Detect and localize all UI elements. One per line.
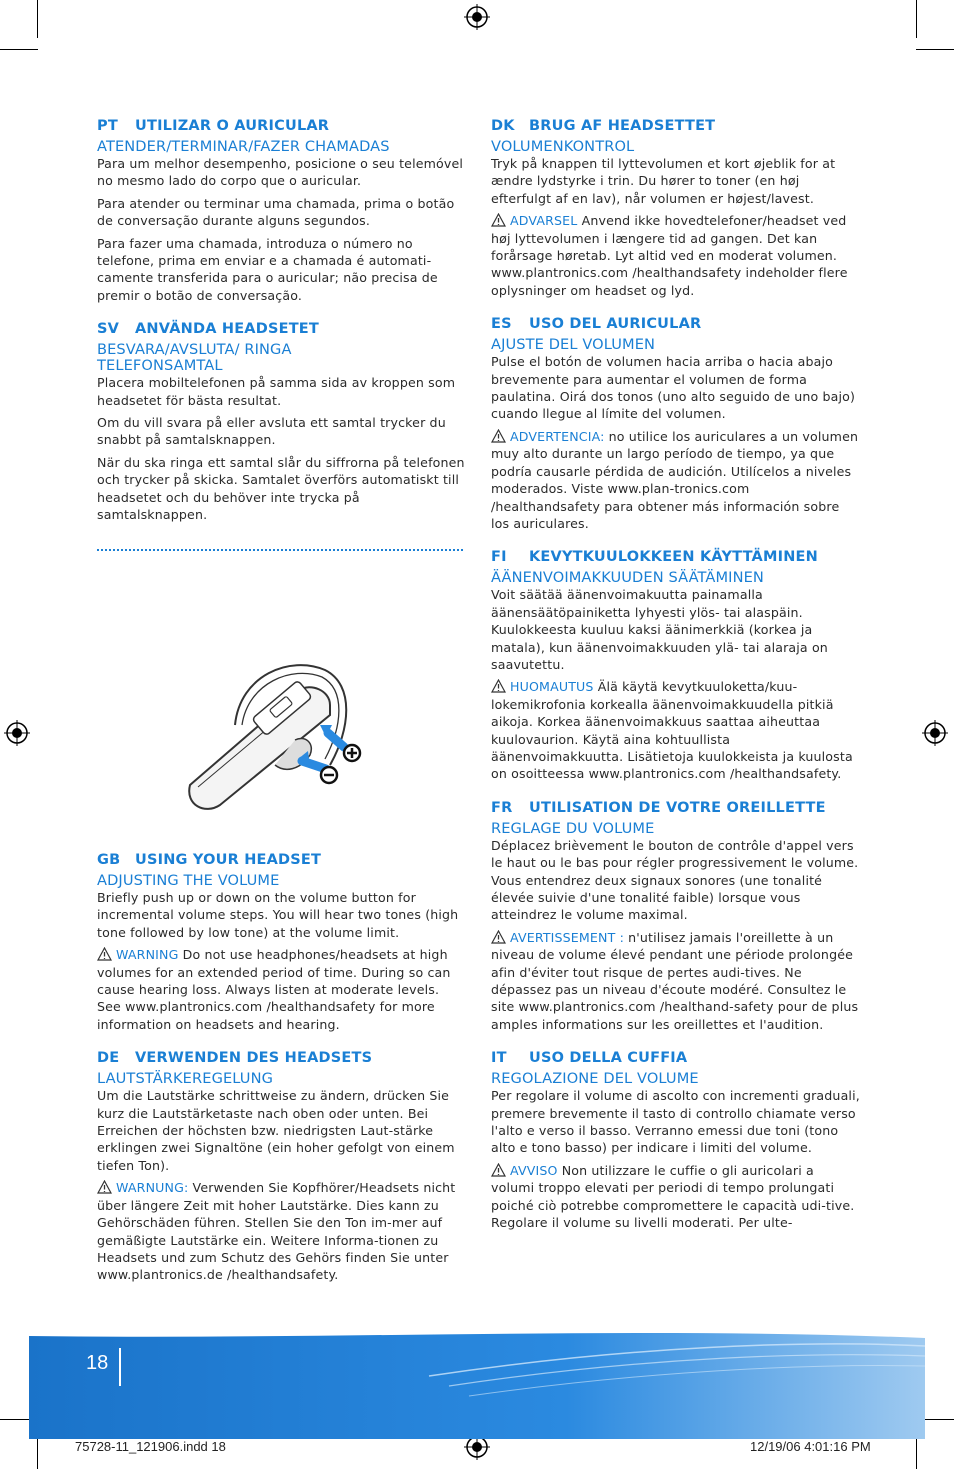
warning-paragraph: AVERTISSEMENT : n'utilisez jamais l'oreillette à un niveau de volume élevé pendant une période prolongée afin d'éviter tout risque de pertes audi-tives. Ne dépassez pas un niveau d'écoute modéré. Consultez le site www.plantronics.com /healthand-safety pour de plus amples informations sur les oreillettes et l'audition.	[491, 929, 859, 1032]
warning-paragraph: HUOMAUTUS Älä käytä kevytkuuloketta/kuu-lokemikrofonia korkealla äänenvoimakkuudella pitkiä aikoja. Korkea äänenvoimakkuus saattaa aiheuttaa kuulovaurion. Käytä aina kohtuullista äänenvoimakkuutta. Lisätietoja kuulokkeista ja kuulosta on osoitteessa www.plantronics.com /healthandsafety.	[491, 679, 853, 782]
warning-icon	[491, 213, 506, 227]
footer-band	[29, 1326, 925, 1439]
section-sv	[97, 320, 469, 523]
warning-icon	[97, 1180, 112, 1194]
warning-paragraph: ADVARSEL Anvend ikke hovedtelefoner/headset ved høj lyttevolumen i længere tid ad gangen. Det kan forårsage høretab. Lyt altid ved en moderat volumen. www.plantronics.com /healthandsafety indeholder flere oplysninger om headset og lyd.	[491, 213, 848, 298]
section-heading: IT USO DELLA CUFFIA	[491, 1050, 688, 1067]
file-name: 75728-11_121906.indd 18	[75, 1439, 226, 1454]
section-heading: PT UTILIZAR O AURICULAR	[97, 118, 330, 134]
dotted-divider	[97, 549, 463, 551]
warning-icon	[491, 1163, 506, 1177]
section-pt	[97, 117, 469, 304]
paragraph: Para atender ou terminar uma chamada, prima o botão de conversação durante alguns segundos.	[97, 195, 455, 229]
section-subheading: ADJUSTING THE VOLUME	[97, 872, 280, 889]
section-it	[491, 1049, 861, 1231]
section-gb	[97, 851, 465, 1033]
paragraph: Briefly push up or down on the volume button for incremental volume steps. You will hear two tones (high tone followed by low tone) at the volume limit.	[97, 890, 459, 940]
paragraph: Para um melhor desempenho, posicione o seu telemóvel no mesmo lado do corpo que o auricular.	[97, 156, 464, 189]
left-column-lower	[97, 851, 465, 1300]
section-subheading: ATENDER/TERMINAR/FAZER CHAMADAS	[97, 138, 390, 155]
section-subheading: VOLUMENKONTROL	[491, 138, 635, 155]
section-heading: DE VERWENDEN DES HEADSETS	[97, 1050, 373, 1067]
crop-mark	[916, 0, 917, 38]
section-subheading: REGOLAZIONE DEL VOLUME	[491, 1070, 699, 1088]
section-subheading: BESVARA/AVSLUTA/ RINGA TELEFONSAMTAL	[97, 341, 292, 375]
warning-paragraph: ADVERTENCIA: no utilice los auriculares a un volumen muy alto durante un largo período de tiempo, ya que podría causarle pérdida de audición. Utilícelos a niveles moderados. Viste www.plan-tronics.com /healthandsafety para obtener más información sobre los auriculares.	[491, 428, 859, 531]
section-dk	[491, 117, 861, 299]
crop-mark	[0, 49, 38, 50]
timestamp: 12/19/06 4:01:16 PM	[750, 1439, 871, 1454]
paragraph: Om du vill svara på eller avsluta ett samtal trycker du snabbt på samtalsknappen.	[97, 415, 446, 448]
paragraph: Pulse el botón de volumen hacia arriba o hacia abajo brevemente para aumentar el volumen de forma paulatina. Oirá dos tonos (uno alto seguido de uno bajo) cuando llegue al límite del volumen.	[491, 354, 856, 422]
section-subheading: AJUSTE DEL VOLUMEN	[491, 336, 656, 354]
paragraph: Voit säätää äänenvoimakuutta painamalla äänensäätöpainiketta lyhyesti ylös- tai alaspäin. Kuulokkeesta kuuluu kaksi äänimerkkiä (korkea ja matala), kun äänenvoimakkuuden ylä- tai alaraja on saavutettu.	[491, 587, 828, 672]
page-number: 18	[86, 1352, 109, 1374]
paragraph: Um die Lautstärke schrittweise zu ändern, drücken Sie kurz die Lautstärketaste nach oben oder unten. Bei Erreichen der höchsten bzw. niedrigsten Laut-stärke erklingen zwei Signaltöne (ein hoher gefolgt von einem tiefen Ton).	[97, 1088, 455, 1173]
section-de	[97, 1049, 465, 1283]
section-heading: GB USING YOUR HEADSET	[97, 852, 322, 868]
section-subheading: ÄÄNENVOIMAKKUUDEN SÄÄTÄMINEN	[491, 569, 764, 587]
paragraph: När du ska ringa ett samtal slår du siffrorna på telefonen och trycker på skicka. Samtalet överförs automatiskt till headsetet och du behöver inte trycka på samtalsknappen.	[97, 454, 465, 523]
section-heading: DK BRUG AF HEADSETTET	[491, 118, 716, 134]
section-heading: SV ANVÄNDA HEADSETET	[97, 321, 319, 338]
registration-mark-icon	[4, 720, 30, 746]
left-column	[97, 117, 469, 540]
section-heading: FR UTILISATION DE VOTRE OREILLETTE	[491, 799, 826, 816]
right-column	[491, 117, 861, 1248]
crop-mark	[916, 49, 954, 50]
section-subheading: LAUTSTÄRKEREGELUNG	[97, 1070, 274, 1088]
warning-paragraph: WARNING Do not use headphones/headsets at high volumes for an extended period of time. During so can cause hearing loss. Always listen at moderate levels. See www.plantronics.com /healthandsafety for more information on headsets and hearing.	[97, 947, 451, 1032]
section-fr	[491, 799, 861, 1033]
paragraph: Para fazer uma chamada, introduza o número no telefone, prima em enviar e a chamada é automati-camente transferida para o auricular; não precisa de premir o botão de conversação.	[97, 235, 438, 303]
warning-paragraph: WARNUNG: Verwenden Sie Kopfhörer/Headsets nicht über längere Zeit mit hoher Lautstärke. Dies kann zu Gehörschäden führen. Stellen Sie den Ton im-mer auf gemäßigte Lautstärke ein. Weitere Informa-tionen zu Headsets und zum Schutz des Gehörs finden Sie unter www.plantronics.de /healthandsafety.	[97, 1180, 456, 1283]
crop-mark	[37, 0, 38, 38]
headset-illustration	[180, 655, 370, 815]
section-fi	[491, 548, 861, 782]
section-subheading: REGLAGE DU VOLUME	[491, 819, 655, 837]
section-es	[491, 315, 861, 532]
warning-icon	[491, 429, 506, 443]
paragraph: Déplacez brièvement le bouton de contrôle d'appel vers le haut ou le bas pour régler progressivement le volume. Vous entendrez deux signaux sonores (une tonalité élevée suivie d'une tonalité faible) lorsque vous atteindrez le volume maximal.	[491, 837, 859, 923]
paragraph: Per regolare il volume di ascolto con incrementi graduali, premere brevemente il tasto di controllo chiamate verso l'alto e verso il basso. Verranno emessi due toni (tono alto e tono basso) per indicare i limiti del volume.	[491, 1088, 860, 1156]
paragraph: Tryk på knappen til lyttevolumen et kort øjeblik for at ændre lydstyrke i trin. Du hører to toner (en høj efterfulgt af en lav), når volumen er højest/lavest.	[491, 156, 836, 206]
registration-mark-icon	[922, 720, 948, 746]
warning-icon	[491, 930, 506, 944]
registration-mark-icon	[464, 4, 490, 30]
section-heading: FI KEVYTKUULOKKEEN KÄYTTÄMINEN	[491, 549, 818, 566]
warning-icon	[491, 679, 506, 693]
paragraph: Placera mobiltelefonen på samma sida av kroppen som headsetet för bästa resultat.	[97, 375, 456, 408]
section-heading: ES USO DEL AURICULAR	[491, 316, 702, 333]
warning-paragraph: AVVISO Non utilizzare le cuffie o gli auricolari a volumi troppo elevati per periodi di tempo prolungati poiché ciò potrebbe compromettere le capacità udi-tive. Regolare il volume su livelli moderati. Per ulte-	[491, 1162, 855, 1231]
warning-icon	[97, 947, 112, 961]
